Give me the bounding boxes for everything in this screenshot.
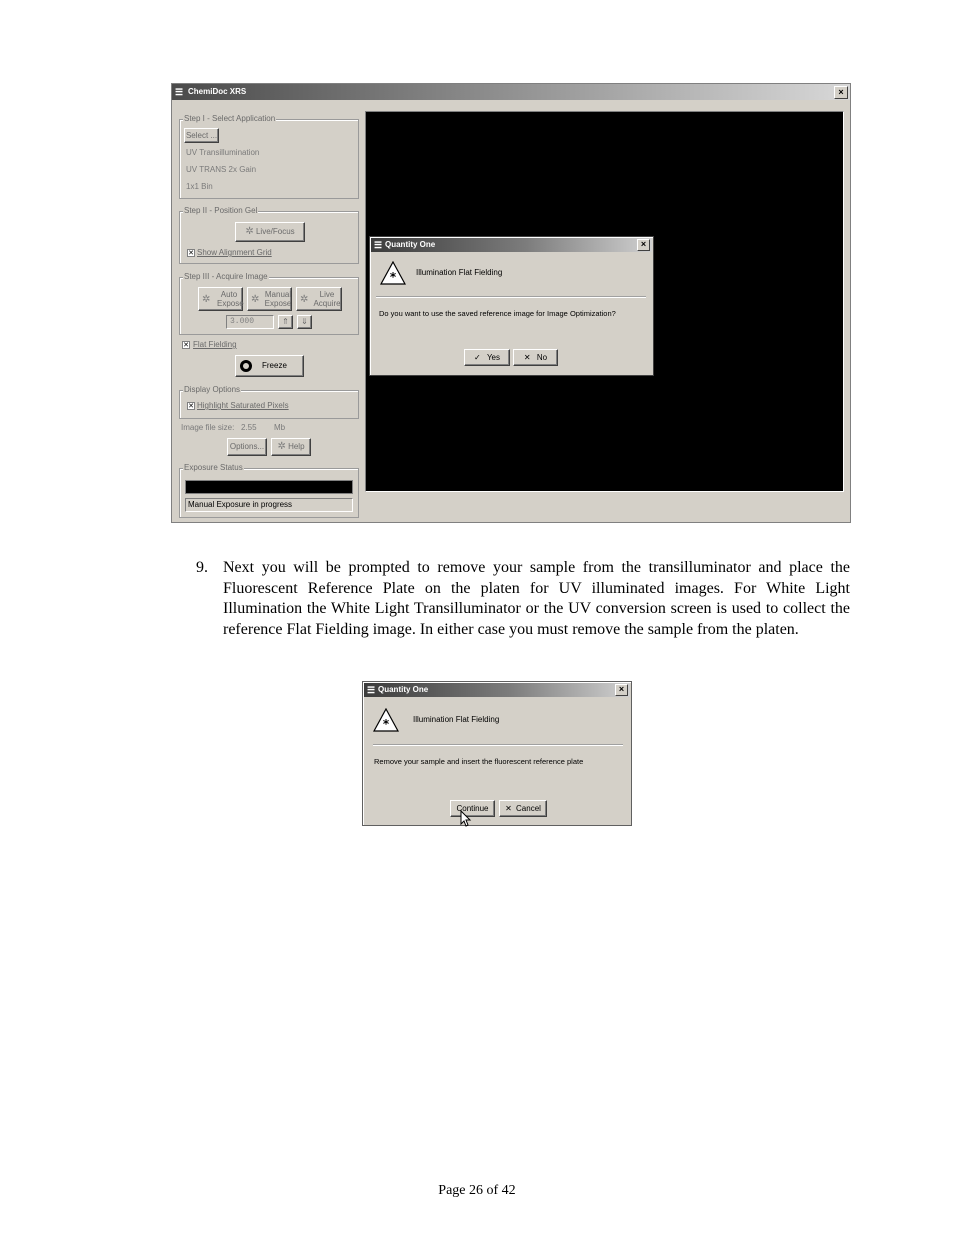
dialog2-title: Quantity One xyxy=(378,685,429,694)
display-options-legend: Display Options xyxy=(184,385,241,394)
exposure-time-input[interactable]: 3.000 xyxy=(226,315,274,329)
image-file-size-unit: Mb xyxy=(274,423,286,432)
gear-icon: ✲ xyxy=(245,226,254,237)
warning-icon xyxy=(373,708,399,732)
options-button[interactable]: Options... xyxy=(227,438,267,456)
freeze-label: Freeze xyxy=(262,361,287,370)
select-button[interactable]: Select ... xyxy=(184,128,219,143)
dialog-question: Do you want to use the saved reference image for Image Optimization? xyxy=(379,309,616,318)
down-arrow-icon[interactable]: ⇓ xyxy=(297,315,312,329)
live-acquire-label-2: Acquire xyxy=(313,299,341,308)
live-acquire-label-1: Live xyxy=(319,290,335,299)
live-focus-button[interactable] xyxy=(235,222,305,242)
alignment-grid-checkbox[interactable]: ✕ xyxy=(188,250,194,257)
auto-expose-label-2: Expose xyxy=(217,299,244,308)
dialog-heading: Illumination Flat Fielding xyxy=(416,268,503,277)
warning-icon xyxy=(380,261,406,285)
manual-expose-label-2: Expose xyxy=(264,299,292,308)
dialog2-separator xyxy=(373,744,623,746)
image-file-size-value: 2.55 xyxy=(241,423,257,432)
gear-icon: ✲ xyxy=(300,294,309,305)
quantity-one-dialog xyxy=(369,236,654,376)
continue-button[interactable]: Continue xyxy=(450,800,495,817)
page-footer: Page 26 of 42 xyxy=(438,1183,516,1198)
cancel-label: Cancel xyxy=(516,804,541,813)
app-icon: ☰ xyxy=(374,240,383,250)
exposure-status-text: Manual Exposure in progress xyxy=(185,498,353,512)
flat-fielding-label[interactable]: Flat Fielding xyxy=(193,340,237,349)
gain-setting: UV TRANS 2x Gain xyxy=(186,165,257,174)
exposure-status-group xyxy=(179,463,359,518)
dialog-titlebar[interactable] xyxy=(371,238,652,252)
record-icon xyxy=(240,360,252,372)
cancel-button[interactable] xyxy=(499,800,547,817)
window-title: ChemiDoc XRS xyxy=(188,87,247,96)
live-acquire-button[interactable] xyxy=(296,287,342,311)
window-titlebar[interactable] xyxy=(172,84,850,100)
dialog2-message: Remove your sample and insert the fluorescent reference plate xyxy=(374,757,584,766)
step1-group xyxy=(179,114,359,199)
display-options-group xyxy=(179,385,359,419)
step2-group xyxy=(179,206,359,264)
chemidoc-window xyxy=(171,83,851,523)
instruction-number: 9. xyxy=(196,559,208,576)
no-label: No xyxy=(536,353,548,362)
instruction-text: Next you will be prompted to remove your sample from the transilluminator and place the Fluorescent Reference Plate on the platen for UV illuminated images. For White Light Illumination the White Light Transilluminator or the UV conversion screen is used to collect the reference Flat Fielding image. In either case you must remove the sample from the platen. xyxy=(223,559,850,638)
step2-legend: Step II - Position Gel xyxy=(184,206,258,215)
quantity-one-dialog-2 xyxy=(362,681,632,826)
close-icon[interactable]: × xyxy=(834,86,848,99)
step3-legend: Step III - Acquire Image xyxy=(184,272,268,281)
manual-expose-button[interactable] xyxy=(247,287,292,311)
mouse-cursor-icon xyxy=(460,810,472,827)
binning-setting: 1x1 Bin xyxy=(186,182,213,191)
live-focus-label: Live/Focus xyxy=(255,227,295,237)
exposure-progress-bar xyxy=(185,480,353,494)
svg-text:*: * xyxy=(382,717,390,731)
step3-group xyxy=(179,272,359,335)
app-icon: ☰ xyxy=(175,87,184,97)
up-arrow-icon[interactable]: ⇑ xyxy=(278,315,293,329)
x-icon: ✕ xyxy=(505,804,512,813)
yes-button[interactable] xyxy=(464,349,510,366)
gear-icon: ✲ xyxy=(277,441,286,452)
application-name: UV Transillumination xyxy=(186,148,260,157)
flat-fielding-checkbox[interactable]: ✕ xyxy=(183,342,189,349)
close-icon[interactable]: × xyxy=(637,239,650,251)
auto-expose-label-1: Auto xyxy=(220,290,238,299)
manual-expose-label-1: Manual xyxy=(264,290,292,299)
highlight-saturated-checkbox[interactable]: ✕ xyxy=(188,403,194,410)
check-icon: ✓ xyxy=(474,353,481,362)
app-icon: ☰ xyxy=(367,685,376,695)
show-alignment-grid-label[interactable]: Show Alignment Grid xyxy=(197,248,272,257)
dialog-title: Quantity One xyxy=(385,240,436,249)
help-button[interactable] xyxy=(271,438,311,456)
dialog-separator xyxy=(376,296,646,298)
exposure-status-legend: Exposure Status xyxy=(184,463,243,472)
step1-legend: Step I - Select Application xyxy=(184,114,276,123)
auto-expose-button[interactable] xyxy=(198,287,243,311)
no-button[interactable] xyxy=(513,349,558,366)
highlight-saturated-label[interactable]: Highlight Saturated Pixels xyxy=(197,401,289,410)
image-file-size-label: Image file size: xyxy=(181,423,235,432)
dialog2-heading: Illumination Flat Fielding xyxy=(413,715,500,724)
gear-icon: ✲ xyxy=(202,294,211,305)
svg-text:*: * xyxy=(389,270,397,284)
help-label: Help xyxy=(288,442,305,452)
dialog2-titlebar[interactable] xyxy=(364,683,630,697)
yes-label: Yes xyxy=(486,353,500,362)
gear-icon: ✲ xyxy=(251,294,260,305)
close-icon[interactable]: × xyxy=(615,684,628,696)
x-icon: ✕ xyxy=(523,353,531,362)
freeze-button[interactable] xyxy=(235,355,304,377)
